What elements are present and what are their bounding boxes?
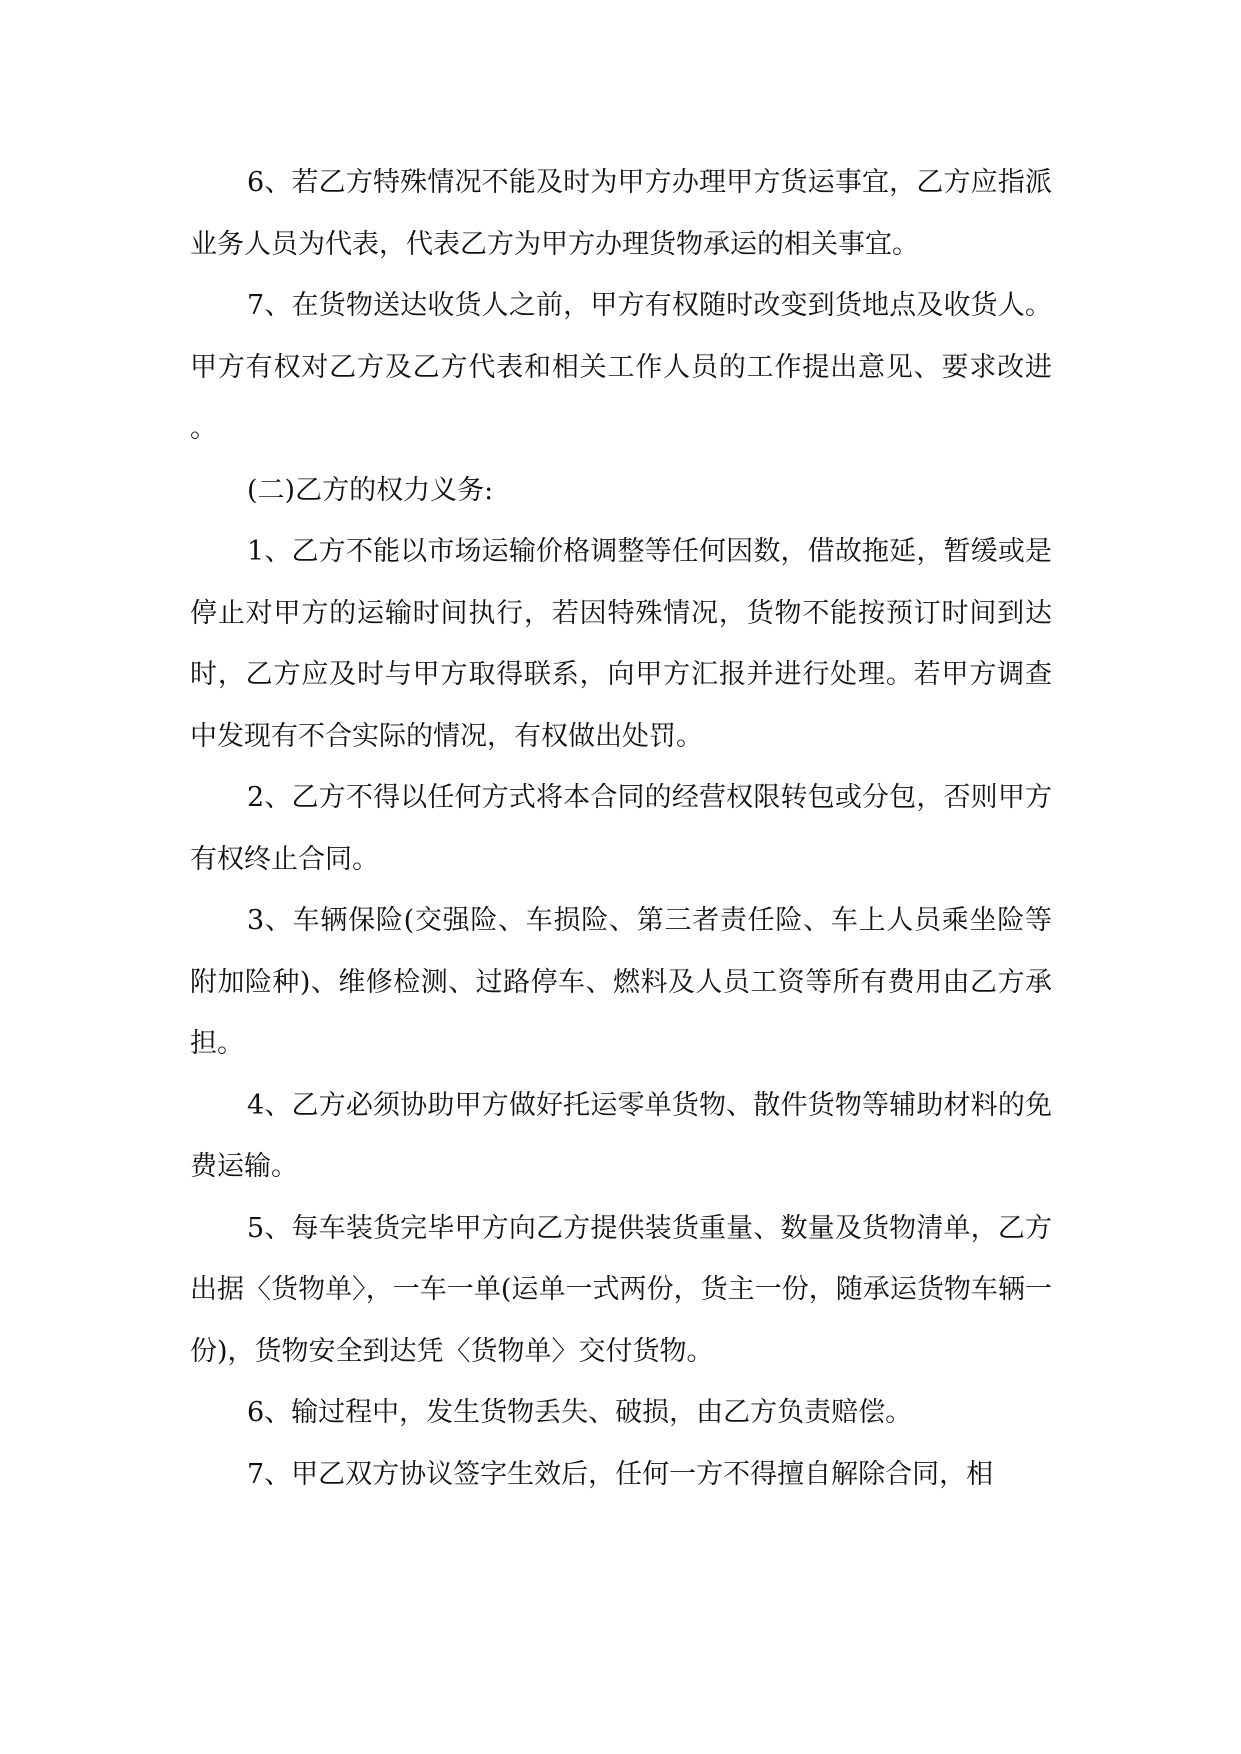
paragraph-1: 6、若乙方特殊情况不能及时为甲方办理甲方货运事宜，乙方应指派业务人员为代表，代表乙方为甲方办理货物承运的相关事宜。 [190,167,1052,260]
section-heading: (二)乙方的权力义务: [247,474,494,506]
document-body [190,152,1052,1505]
paragraph-6: 4、乙方必须协助甲方做好托运零单货物、散件货物等辅助材料的免费运输。 [190,1089,1052,1182]
paragraph-3: 1、乙方不能以市场运输价格调整等任何因数，借故拖延，暂缓或是停止对甲方的运输时间执行，若因特殊情况，货物不能按预订时间到达时，乙方应及时与甲方取得联系，向甲方汇报并进行处理。若甲方调查中发现有不合实际的情况，有权做出处罚。 [190,536,1052,752]
paragraph-2: 7、在货物送达收货人之前，甲方有权随时改变到货地点及收货人。 甲方有权对乙方及乙方代表和相关工作人员的工作提出意见、要求改进。 [190,290,1052,444]
paragraph-7: 5、每车装货完毕甲方向乙方提供装货重量、数量及货物清单，乙方出据〈货物单〉，一车一单(运单一式两份，货主一份，随承运货物车辆一份)，货物安全到达凭〈货物单〉交付货物。 [190,1212,1052,1367]
paragraph-8: 6、输过程中，发生货物丢失、破损，由乙方负责赔偿。 [247,1397,913,1428]
paragraph-9: 7、甲乙双方协议签字生效后，任何一方不得擅自解除合同，相 [247,1458,994,1490]
paragraph-4: 2、乙方不得以任何方式将本合同的经营权限转包或分包，否则甲方有权终止合同。 [190,782,1052,875]
paragraph-5: 3、车辆保险(交强险、车损险、第三者责任险、车上人员乘坐险等附加险种)、维修检测、过路停车、燃料及人员工资等所有费用由乙方承担。 [190,905,1052,1059]
